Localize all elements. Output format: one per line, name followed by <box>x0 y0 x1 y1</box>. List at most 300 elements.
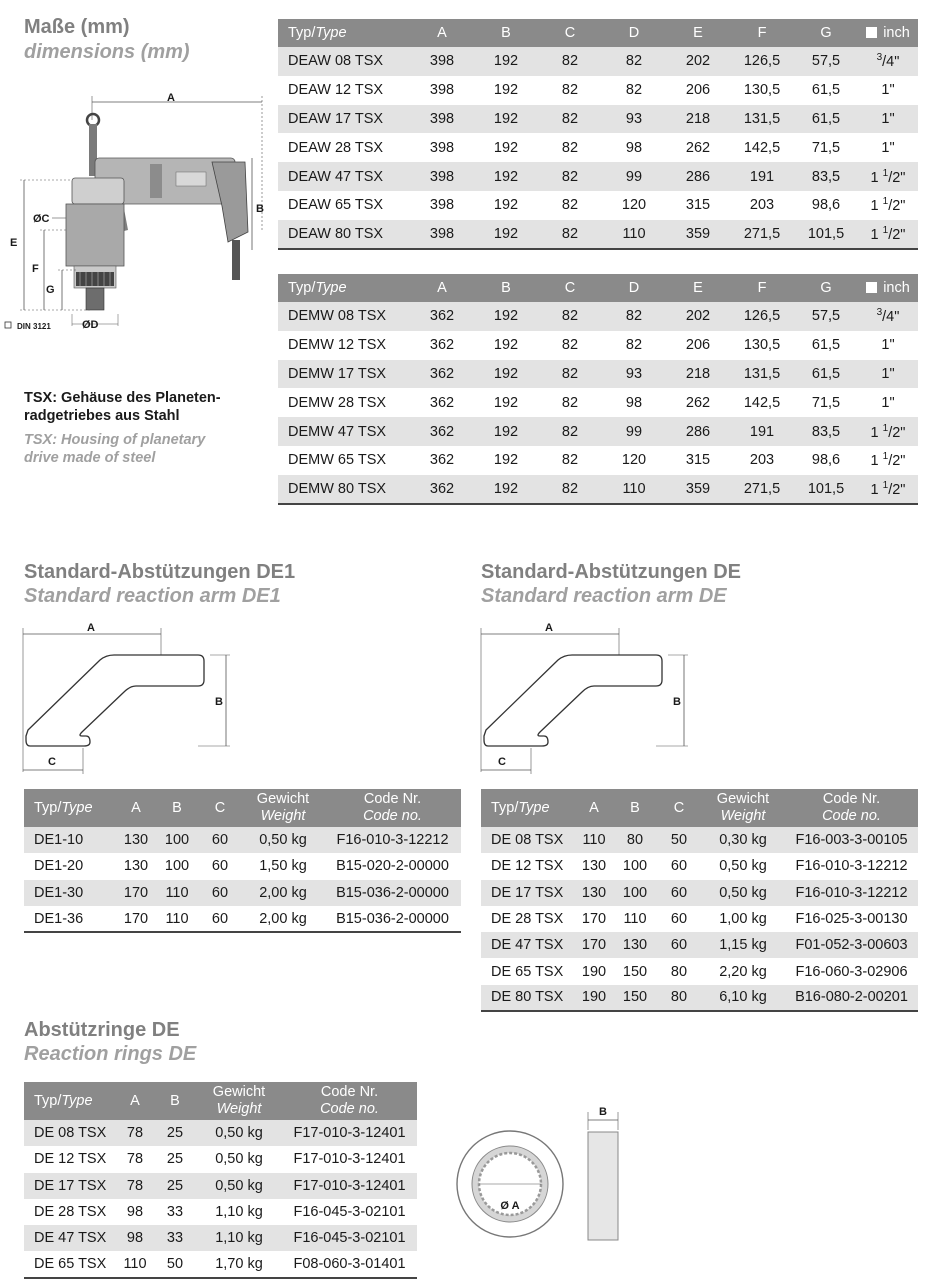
table-cell: DEAW 12 TSX <box>278 76 410 105</box>
col-d: D <box>602 19 666 47</box>
table-cell: DE 28 TSX <box>481 906 575 932</box>
table-cell: DEMW 12 TSX <box>278 331 410 360</box>
dim-b-label: B <box>673 696 681 708</box>
table-cell: 82 <box>538 446 602 475</box>
table-cell: DEMW 47 TSX <box>278 417 410 446</box>
table-cell: 1" <box>858 331 918 360</box>
table-row <box>24 827 461 853</box>
table-cell: F16-025-3-00130 <box>785 906 918 932</box>
table-cell: 130 <box>116 827 156 853</box>
table-cell: DE1-10 <box>24 827 116 853</box>
table-row <box>24 880 461 906</box>
table-cell: DE 08 TSX <box>24 1120 116 1146</box>
table-cell: 2,00 kg <box>242 906 324 932</box>
table-cell: F16-060-3-02906 <box>785 958 918 984</box>
col-type: Typ/Type <box>481 789 575 827</box>
table-cell: 110 <box>156 880 198 906</box>
table-cell: 1,10 kg <box>196 1199 282 1225</box>
table-cell: 120 <box>602 446 666 475</box>
table-cell: $^3$/4" <box>858 302 918 331</box>
table-cell: 82 <box>538 475 602 504</box>
table-row <box>24 1146 417 1172</box>
col-e: E <box>666 274 730 302</box>
table-cell: 110 <box>613 906 657 932</box>
table-cell: 120 <box>602 191 666 220</box>
table-cell: 82 <box>602 331 666 360</box>
table-cell: 0,50 kg <box>242 827 324 853</box>
table-cell: 202 <box>666 47 730 76</box>
table-cell: 6,10 kg <box>701 985 785 1011</box>
col-d: D <box>602 274 666 302</box>
table-cell: 61,5 <box>794 105 858 134</box>
table-cell: 192 <box>474 105 538 134</box>
table-cell: F16-010-3-12212 <box>324 827 461 853</box>
table-cell: 359 <box>666 475 730 504</box>
table-header-row <box>24 789 461 827</box>
dim-c-label: C <box>498 756 506 768</box>
col-a: A <box>410 19 474 47</box>
table-cell: 0,30 kg <box>701 827 785 853</box>
table-cell: 206 <box>666 331 730 360</box>
table-cell: 98 <box>116 1225 154 1251</box>
table-cell: 398 <box>410 191 474 220</box>
col-type: Typ/Type <box>278 19 410 47</box>
table-cell: 25 <box>154 1120 196 1146</box>
table-cell: 202 <box>666 302 730 331</box>
table-cell: 93 <box>602 360 666 389</box>
col-b: B <box>474 19 538 47</box>
arm-de-title-en: Standard reaction arm DE <box>481 585 727 607</box>
table-cell: 1,50 kg <box>242 853 324 879</box>
table-cell: 1 $^1$/2" <box>858 417 918 446</box>
table-cell: DEAW 17 TSX <box>278 105 410 134</box>
dim-g-label: G <box>46 284 55 296</box>
col-c: C <box>538 274 602 302</box>
table-cell: 0,50 kg <box>196 1146 282 1172</box>
table-row <box>278 360 918 389</box>
table-cell: 1,15 kg <box>701 932 785 958</box>
table-cell: DE 08 TSX <box>481 827 575 853</box>
table-cell: 192 <box>474 388 538 417</box>
col-b: B <box>154 1082 196 1120</box>
col-inch: inch <box>858 19 918 47</box>
table-cell: 98,6 <box>794 446 858 475</box>
table-cell: 126,5 <box>730 47 794 76</box>
table-cell: DEMW 80 TSX <box>278 475 410 504</box>
table-cell: 82 <box>538 302 602 331</box>
table-row <box>24 906 461 932</box>
table-cell: 100 <box>156 853 198 879</box>
table-cell: 82 <box>538 360 602 389</box>
table-cell: 130 <box>575 880 613 906</box>
knurled-ring <box>76 272 114 286</box>
table-row <box>24 853 461 879</box>
table-header-row <box>481 789 918 827</box>
col-f: F <box>730 19 794 47</box>
table-cell: 100 <box>613 880 657 906</box>
table-cell: 142,5 <box>730 388 794 417</box>
table-cell: 130,5 <box>730 331 794 360</box>
table-cell: 170 <box>575 906 613 932</box>
table-row <box>278 475 918 504</box>
table-header-row <box>278 274 918 302</box>
table-cell: 78 <box>116 1146 154 1172</box>
table-cell: 99 <box>602 417 666 446</box>
table-row <box>481 880 918 906</box>
table-cell: 82 <box>538 417 602 446</box>
table-cell: 1,00 kg <box>701 906 785 932</box>
table-cell: 192 <box>474 417 538 446</box>
table-cell: DEAW 47 TSX <box>278 162 410 191</box>
table-row <box>481 958 918 984</box>
table-cell: DE1-30 <box>24 880 116 906</box>
table-cell: F17-010-3-12401 <box>282 1173 417 1199</box>
table-cell: 192 <box>474 191 538 220</box>
arm-de1-title-en: Standard reaction arm DE1 <box>24 585 281 607</box>
table-cell: 1" <box>858 388 918 417</box>
table-cell: 100 <box>156 827 198 853</box>
col-e: E <box>666 19 730 47</box>
tsx-note-de-2: radgetriebes aus Stahl <box>24 408 180 424</box>
rings-title-de: Abstützringe DE <box>24 1019 180 1041</box>
table-cell: 100 <box>613 853 657 879</box>
tsx-note-en-2: drive made of steel <box>24 450 156 466</box>
rings-table <box>24 1082 417 1279</box>
table-cell: 60 <box>657 853 701 879</box>
table-row <box>278 302 918 331</box>
table-cell: 142,5 <box>730 133 794 162</box>
table-cell: 1" <box>858 105 918 134</box>
dims-title-de: Maße (mm) <box>24 16 130 38</box>
col-a: A <box>116 1082 154 1120</box>
dim-a-label: A <box>167 92 175 104</box>
table-row <box>278 191 918 220</box>
table-cell: 192 <box>474 446 538 475</box>
table-cell: 130 <box>613 932 657 958</box>
dim-a-label: A <box>87 622 95 634</box>
col-b: B <box>613 789 657 827</box>
col-b: B <box>474 274 538 302</box>
table-cell: 192 <box>474 360 538 389</box>
table-cell: 60 <box>198 827 242 853</box>
table-cell: DE 80 TSX <box>481 985 575 1011</box>
table-cell: 1 $^1$/2" <box>858 220 918 249</box>
table-cell: 362 <box>410 302 474 331</box>
table-cell: 126,5 <box>730 302 794 331</box>
table-row <box>24 1199 417 1225</box>
table-cell: 190 <box>575 958 613 984</box>
col-code: Code Nr. Code no. <box>282 1082 417 1120</box>
demw-table <box>278 274 918 505</box>
table-cell: DE 12 TSX <box>481 853 575 879</box>
table-cell: 150 <box>613 958 657 984</box>
table-cell: 362 <box>410 331 474 360</box>
col-type: Typ/Type <box>278 274 410 302</box>
table-cell: F16-045-3-02101 <box>282 1225 417 1251</box>
table-cell: 82 <box>538 331 602 360</box>
table-row <box>278 417 918 446</box>
table-cell: B15-020-2-00000 <box>324 853 461 879</box>
dim-d-label: ØD <box>82 319 99 331</box>
table-cell: 398 <box>410 162 474 191</box>
col-a: A <box>116 789 156 827</box>
dim-e-label: E <box>10 237 18 249</box>
table-cell: 0,50 kg <box>701 853 785 879</box>
table-cell: 33 <box>154 1225 196 1251</box>
table-row <box>278 133 918 162</box>
square-drive <box>86 288 104 310</box>
table-cell: F16-010-3-12212 <box>785 880 918 906</box>
table-cell: 78 <box>116 1120 154 1146</box>
table-cell: 271,5 <box>730 220 794 249</box>
col-g: G <box>794 19 858 47</box>
col-a: A <box>575 789 613 827</box>
table-cell: DE 28 TSX <box>24 1199 116 1225</box>
table-cell: 203 <box>730 446 794 475</box>
table-row <box>481 906 918 932</box>
arm-de-title-de: Standard-Abstützungen DE <box>481 561 741 583</box>
table-cell: 271,5 <box>730 475 794 504</box>
gearbox <box>66 204 124 266</box>
col-code: Code Nr. Code no. <box>324 789 461 827</box>
table-cell: 192 <box>474 47 538 76</box>
dim-b-label: B <box>215 696 223 708</box>
col-type: Typ/Type <box>24 1082 116 1120</box>
table-cell: 82 <box>538 76 602 105</box>
table-cell: 0,50 kg <box>701 880 785 906</box>
table-cell: 0,50 kg <box>196 1173 282 1199</box>
dim-c-label: ØC <box>33 213 50 225</box>
table-cell: 60 <box>657 880 701 906</box>
ring-side <box>588 1132 618 1240</box>
table-cell: 82 <box>538 47 602 76</box>
table-cell: F17-010-3-12401 <box>282 1120 417 1146</box>
col-f: F <box>730 274 794 302</box>
table-cell: 110 <box>575 827 613 853</box>
table-cell: 50 <box>154 1251 196 1277</box>
table-cell: 1 $^1$/2" <box>858 162 918 191</box>
table-cell: 362 <box>410 388 474 417</box>
table-row <box>278 47 918 76</box>
table-cell: 82 <box>538 162 602 191</box>
table-row <box>24 1225 417 1251</box>
table-cell: 218 <box>666 105 730 134</box>
table-cell: 98 <box>602 388 666 417</box>
table-cell: 98 <box>602 133 666 162</box>
din-square-icon <box>5 322 11 328</box>
table-cell: 170 <box>116 880 156 906</box>
arm-shape <box>484 655 662 746</box>
table-cell: DEMW 08 TSX <box>278 302 410 331</box>
arm-de1-drawing <box>18 618 248 778</box>
table-cell: 82 <box>538 220 602 249</box>
table-cell: 262 <box>666 388 730 417</box>
table-cell: 0,50 kg <box>196 1120 282 1146</box>
dim-b-label: B <box>599 1106 607 1118</box>
table-cell: 80 <box>657 958 701 984</box>
table-cell: 150 <box>613 985 657 1011</box>
table-header-row <box>24 1082 417 1120</box>
table-cell: 192 <box>474 133 538 162</box>
table-row <box>278 388 918 417</box>
table-cell: 398 <box>410 105 474 134</box>
table-cell: 101,5 <box>794 220 858 249</box>
table-cell: $^3$/4" <box>858 47 918 76</box>
din-label: DIN 3121 <box>17 322 51 331</box>
table-cell: 83,5 <box>794 417 858 446</box>
table-cell: 82 <box>538 105 602 134</box>
table-cell: 80 <box>657 985 701 1011</box>
table-cell: 362 <box>410 417 474 446</box>
table-cell: 398 <box>410 133 474 162</box>
table-cell: 203 <box>730 191 794 220</box>
table-cell: 71,5 <box>794 133 858 162</box>
table-cell: 315 <box>666 191 730 220</box>
table-cell: DE1-20 <box>24 853 116 879</box>
table-row <box>24 1251 417 1277</box>
table-row <box>278 162 918 191</box>
table-cell: DEMW 65 TSX <box>278 446 410 475</box>
table-cell: F17-010-3-12401 <box>282 1146 417 1172</box>
table-cell: 25 <box>154 1173 196 1199</box>
table-cell: 191 <box>730 417 794 446</box>
table-cell: 60 <box>198 880 242 906</box>
table-row <box>481 985 918 1011</box>
table-cell: 192 <box>474 162 538 191</box>
table-cell: 57,5 <box>794 302 858 331</box>
table-cell: DEAW 28 TSX <box>278 133 410 162</box>
table-cell: 60 <box>657 932 701 958</box>
table-cell: B15-036-2-00000 <box>324 906 461 932</box>
table-cell: 192 <box>474 331 538 360</box>
arm-de-table <box>481 789 918 1012</box>
col-type: Typ/Type <box>24 789 116 827</box>
col-code: Code Nr. Code no. <box>785 789 918 827</box>
col-weight: Gewicht Weight <box>242 789 324 827</box>
table-row <box>481 853 918 879</box>
table-cell: 82 <box>538 388 602 417</box>
arm-de-drawing <box>476 618 706 778</box>
table-cell: DEAW 08 TSX <box>278 47 410 76</box>
table-cell: 362 <box>410 360 474 389</box>
col-b: B <box>156 789 198 827</box>
table-cell: 398 <box>410 47 474 76</box>
arm-shape <box>26 655 204 746</box>
table-cell: 82 <box>538 191 602 220</box>
table-cell: DEAW 65 TSX <box>278 191 410 220</box>
table-cell: DE1-36 <box>24 906 116 932</box>
table-row <box>481 932 918 958</box>
col-c: C <box>198 789 242 827</box>
table-cell: DE 17 TSX <box>24 1173 116 1199</box>
table-row <box>481 827 918 853</box>
reaction-ring-drawing <box>440 1098 640 1268</box>
table-cell: 1 $^1$/2" <box>858 191 918 220</box>
table-cell: 359 <box>666 220 730 249</box>
table-cell: 78 <box>116 1173 154 1199</box>
table-cell: 398 <box>410 220 474 249</box>
table-cell: 98,6 <box>794 191 858 220</box>
table-cell: 1" <box>858 360 918 389</box>
table-cell: 82 <box>602 47 666 76</box>
col-c: C <box>538 19 602 47</box>
table-cell: 61,5 <box>794 360 858 389</box>
table-cell: DE 17 TSX <box>481 880 575 906</box>
table-cell: DEMW 17 TSX <box>278 360 410 389</box>
table-cell: 192 <box>474 220 538 249</box>
table-cell: 130,5 <box>730 76 794 105</box>
table-cell: 170 <box>575 932 613 958</box>
table-cell: 57,5 <box>794 47 858 76</box>
table-cell: B16-080-2-00201 <box>785 985 918 1011</box>
table-row <box>278 331 918 360</box>
table-cell: 1" <box>858 76 918 105</box>
table-cell: F16-003-3-00105 <box>785 827 918 853</box>
dim-f-label: F <box>32 263 39 275</box>
table-cell: 33 <box>154 1199 196 1225</box>
table-cell: 170 <box>116 906 156 932</box>
col-g: G <box>794 274 858 302</box>
table-cell: 60 <box>198 853 242 879</box>
table-cell: 362 <box>410 475 474 504</box>
table-cell: 25 <box>154 1146 196 1172</box>
table-cell: 82 <box>538 133 602 162</box>
table-cell: 191 <box>730 162 794 191</box>
table-cell: 192 <box>474 475 538 504</box>
tsx-note-en-1: TSX: Housing of planetary <box>24 432 206 448</box>
table-cell: 130 <box>575 853 613 879</box>
table-cell: B15-036-2-00000 <box>324 880 461 906</box>
table-cell: 80 <box>613 827 657 853</box>
table-cell: 101,5 <box>794 475 858 504</box>
table-cell: 60 <box>198 906 242 932</box>
table-cell: DE 65 TSX <box>24 1251 116 1277</box>
table-cell: 362 <box>410 446 474 475</box>
table-cell: DE 12 TSX <box>24 1146 116 1172</box>
table-row <box>278 446 918 475</box>
table-row <box>24 1120 417 1146</box>
col-weight: Gewicht Weight <box>196 1082 282 1120</box>
table-cell: 1,10 kg <box>196 1225 282 1251</box>
table-row <box>278 105 918 134</box>
table-cell: DEMW 28 TSX <box>278 388 410 417</box>
table-cell: 1" <box>858 133 918 162</box>
table-cell: 315 <box>666 446 730 475</box>
table-cell: 131,5 <box>730 360 794 389</box>
rings-title-en: Reaction rings DE <box>24 1043 197 1065</box>
square-icon <box>866 27 877 38</box>
col-c: C <box>657 789 701 827</box>
col-inch: inch <box>858 274 918 302</box>
table-cell: 192 <box>474 76 538 105</box>
table-cell: 110 <box>156 906 198 932</box>
table-cell: 1,70 kg <box>196 1251 282 1277</box>
table-cell: 61,5 <box>794 331 858 360</box>
table-cell: DEAW 80 TSX <box>278 220 410 249</box>
dims-title-en: dimensions (mm) <box>24 41 190 63</box>
table-cell: 61,5 <box>794 76 858 105</box>
table-cell: 190 <box>575 985 613 1011</box>
table-cell: 192 <box>474 302 538 331</box>
square-icon <box>866 282 877 293</box>
table-cell: F08-060-3-01401 <box>282 1251 417 1277</box>
arm-de1-title-de: Standard-Abstützungen DE1 <box>24 561 296 583</box>
table-cell: 99 <box>602 162 666 191</box>
col-weight: Gewicht Weight <box>701 789 785 827</box>
table-cell: 206 <box>666 76 730 105</box>
table-cell: 110 <box>602 475 666 504</box>
col-a: A <box>410 274 474 302</box>
